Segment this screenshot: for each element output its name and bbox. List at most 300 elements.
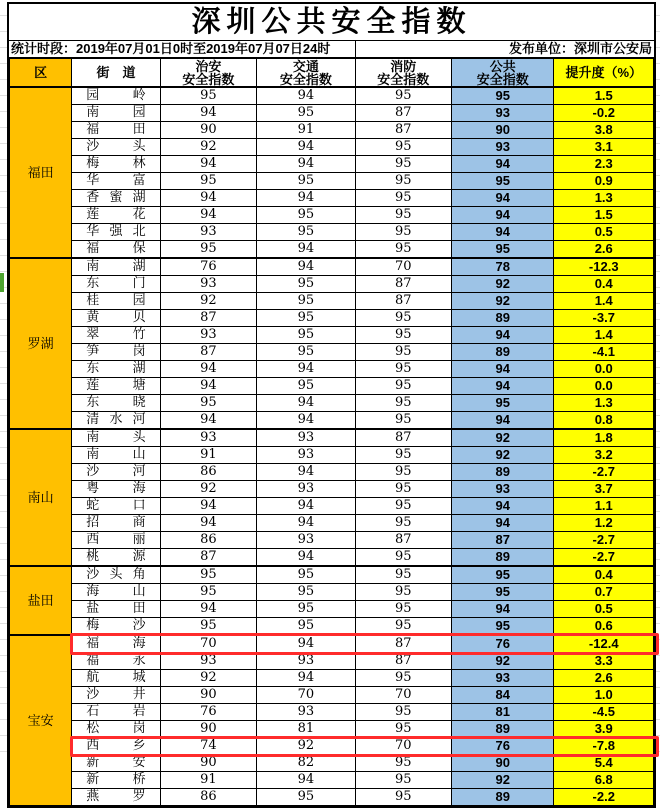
- street-name-cell: [72, 738, 160, 755]
- traffic-index-cell: 70: [257, 687, 355, 704]
- improvement-cell: -2.7: [554, 532, 654, 549]
- overall-index-cell: 95: [452, 566, 554, 584]
- street-row: [10, 687, 654, 704]
- fire-index-cell: 95: [355, 481, 451, 498]
- security-index-cell: 93: [160, 224, 256, 241]
- overall-index-cell: 94: [452, 498, 554, 515]
- security-index-cell: 93: [160, 276, 256, 293]
- improvement-cell: 0.0: [554, 361, 654, 378]
- traffic-index-cell: 95: [257, 293, 355, 310]
- improvement-cell: 5.4: [554, 755, 654, 772]
- traffic-index-cell: 94: [257, 87, 355, 105]
- street-row: [10, 224, 654, 241]
- improvement-cell: 1.8: [554, 429, 654, 447]
- street-row: [10, 378, 654, 395]
- col-header-improvement: 提升度（%）: [554, 59, 654, 88]
- traffic-index-cell: 95: [257, 105, 355, 122]
- overall-index-cell: 95: [452, 618, 554, 636]
- street-row: [10, 412, 654, 430]
- traffic-index-cell: 94: [257, 139, 355, 156]
- improvement-cell: 1.1: [554, 498, 654, 515]
- overall-index-cell: 89: [452, 789, 554, 806]
- fire-index-cell: 95: [355, 549, 451, 567]
- street-name-cell: [72, 361, 160, 378]
- street-name: 沙井: [86, 687, 146, 702]
- security-index-cell: 90: [160, 122, 256, 139]
- street-name-cell: [72, 190, 160, 207]
- street-name-cell: [72, 310, 160, 327]
- street-row: [10, 361, 654, 378]
- fire-index-cell: 95: [355, 224, 451, 241]
- street-row: [10, 464, 654, 481]
- fire-index-cell: 95: [355, 87, 451, 105]
- improvement-cell: 3.1: [554, 139, 654, 156]
- overall-index-cell: 94: [452, 515, 554, 532]
- fire-index-cell: 95: [355, 515, 451, 532]
- traffic-index-cell: 95: [257, 618, 355, 636]
- header-row: [10, 59, 654, 88]
- improvement-cell: 3.9: [554, 721, 654, 738]
- overall-index-cell: 94: [452, 412, 554, 430]
- security-index-cell: 94: [160, 207, 256, 224]
- street-name: 沙河: [86, 464, 146, 479]
- overall-index-cell: 93: [452, 139, 554, 156]
- improvement-cell: -0.2: [554, 105, 654, 122]
- improvement-cell: 2.6: [554, 241, 654, 259]
- street-name: 梅林: [86, 156, 146, 171]
- street-name: 翠竹: [86, 327, 146, 342]
- street-row: [10, 498, 654, 515]
- overall-index-cell: 92: [452, 772, 554, 789]
- overall-index-cell: 95: [452, 395, 554, 412]
- fire-index-cell: 87: [355, 429, 451, 447]
- street-name-cell: [72, 429, 160, 447]
- col-header-street: 街 道: [72, 59, 160, 88]
- street-name: 园岭: [86, 88, 146, 103]
- traffic-index-cell: 94: [257, 549, 355, 567]
- improvement-cell: 0.8: [554, 412, 654, 430]
- improvement-cell: 0.4: [554, 566, 654, 584]
- fire-index-cell: 87: [355, 635, 451, 653]
- street-name-cell: [72, 498, 160, 515]
- traffic-index-cell: 95: [257, 173, 355, 190]
- street-name-cell: [72, 276, 160, 293]
- street-name: 莲塘: [86, 378, 146, 393]
- street-name: 东门: [86, 276, 146, 291]
- street-row: [10, 105, 654, 122]
- street-name-cell: [72, 173, 160, 190]
- improvement-cell: 1.3: [554, 395, 654, 412]
- street-row: [10, 173, 654, 190]
- district-cell: 宝安: [10, 635, 72, 806]
- security-index-cell: 76: [160, 258, 256, 276]
- col-header-overall-line2: 安全指数: [476, 71, 529, 87]
- overall-index-cell: 92: [452, 429, 554, 447]
- fire-index-cell: 95: [355, 704, 451, 721]
- traffic-index-cell: 94: [257, 412, 355, 430]
- street-name-cell: [72, 327, 160, 344]
- street-name-cell: [72, 87, 160, 105]
- col-header-security-index: [160, 59, 256, 88]
- street-name: 燕罗: [86, 789, 146, 804]
- street-row: [10, 190, 654, 207]
- traffic-index-cell: 94: [257, 498, 355, 515]
- improvement-cell: -4.5: [554, 704, 654, 721]
- street-name-cell: [72, 601, 160, 618]
- street-name: 莲花: [86, 207, 146, 222]
- col-header-overall-line1: 公共: [489, 58, 516, 74]
- traffic-index-cell: 95: [257, 327, 355, 344]
- street-name: 盐田: [86, 601, 146, 616]
- fire-index-cell: 95: [355, 566, 451, 584]
- col-header-traffic-index: [257, 59, 355, 88]
- overall-index-cell: 89: [452, 310, 554, 327]
- security-index-cell: 92: [160, 139, 256, 156]
- street-name-cell: [72, 344, 160, 361]
- street-row: [10, 670, 654, 687]
- street-name: 福海: [86, 636, 146, 651]
- fire-index-cell: 95: [355, 139, 451, 156]
- street-name-cell: [72, 755, 160, 772]
- fire-index-cell: 87: [355, 276, 451, 293]
- improvement-cell: -2.2: [554, 789, 654, 806]
- traffic-index-cell: 95: [257, 224, 355, 241]
- security-index-cell: 95: [160, 395, 256, 412]
- street-name-cell: [72, 481, 160, 498]
- subtitle-bar: [9, 41, 654, 58]
- street-name-cell: [72, 412, 160, 430]
- street-name-cell: [72, 515, 160, 532]
- street-name-cell: [72, 618, 160, 636]
- security-index-cell: 95: [160, 87, 256, 105]
- fire-index-cell: 95: [355, 601, 451, 618]
- fire-index-cell: 70: [355, 687, 451, 704]
- improvement-cell: 0.6: [554, 618, 654, 636]
- street-row: [10, 395, 654, 412]
- improvement-cell: 2.3: [554, 156, 654, 173]
- security-index-cell: 94: [160, 105, 256, 122]
- traffic-index-cell: 95: [257, 310, 355, 327]
- street-name-cell: [72, 122, 160, 139]
- improvement-cell: 0.7: [554, 584, 654, 601]
- security-index-cell: 93: [160, 653, 256, 670]
- traffic-index-cell: 94: [257, 515, 355, 532]
- traffic-index-cell: 93: [257, 704, 355, 721]
- street-name: 华富: [86, 173, 146, 188]
- security-index-cell: 90: [160, 755, 256, 772]
- overall-index-cell: 92: [452, 293, 554, 310]
- security-index-cell: 87: [160, 344, 256, 361]
- overall-index-cell: 78: [452, 258, 554, 276]
- street-row: [10, 566, 654, 584]
- overall-index-cell: 89: [452, 344, 554, 361]
- traffic-index-cell: 91: [257, 122, 355, 139]
- security-index-cell: 94: [160, 190, 256, 207]
- street-name-cell: [72, 721, 160, 738]
- security-index-cell: 76: [160, 704, 256, 721]
- improvement-cell: 1.4: [554, 327, 654, 344]
- col-header-security-line2: 安全指数: [182, 71, 235, 87]
- improvement-cell: 0.5: [554, 601, 654, 618]
- green-marker: [0, 273, 4, 292]
- fire-index-cell: 95: [355, 395, 451, 412]
- security-index-cell: 95: [160, 566, 256, 584]
- fire-index-cell: 95: [355, 447, 451, 464]
- street-name: 华强北: [86, 224, 146, 239]
- fire-index-cell: 87: [355, 122, 451, 139]
- street-name: 桂园: [86, 293, 146, 308]
- street-row: [10, 344, 654, 361]
- street-name: 笋岗: [86, 344, 146, 359]
- traffic-index-cell: 82: [257, 755, 355, 772]
- street-row: [10, 429, 654, 447]
- traffic-index-cell: 95: [257, 207, 355, 224]
- street-name-cell: [72, 378, 160, 395]
- traffic-index-cell: 95: [257, 566, 355, 584]
- overall-index-cell: 93: [452, 105, 554, 122]
- traffic-index-cell: 95: [257, 276, 355, 293]
- traffic-index-cell: 93: [257, 532, 355, 549]
- improvement-cell: 1.5: [554, 87, 654, 105]
- street-name-cell: [72, 584, 160, 601]
- fire-index-cell: 87: [355, 105, 451, 122]
- improvement-cell: -3.7: [554, 310, 654, 327]
- traffic-index-cell: 93: [257, 447, 355, 464]
- fire-index-cell: 95: [355, 789, 451, 806]
- street-row: [10, 122, 654, 139]
- left-margin-gridlines: [0, 0, 7, 757]
- overall-index-cell: 92: [452, 447, 554, 464]
- improvement-cell: -12.4: [554, 635, 654, 653]
- security-index-cell: 86: [160, 789, 256, 806]
- street-name: 航城: [86, 670, 146, 685]
- fire-index-cell: 95: [355, 173, 451, 190]
- street-name: 福保: [86, 241, 146, 256]
- traffic-index-cell: 94: [257, 361, 355, 378]
- traffic-index-cell: 92: [257, 738, 355, 755]
- overall-index-cell: 93: [452, 670, 554, 687]
- traffic-index-cell: 94: [257, 395, 355, 412]
- security-index-cell: 87: [160, 310, 256, 327]
- fire-index-cell: 87: [355, 532, 451, 549]
- fire-index-cell: 95: [355, 156, 451, 173]
- fire-index-cell: 95: [355, 241, 451, 259]
- security-index-cell: 70: [160, 635, 256, 653]
- fire-index-cell: 95: [355, 772, 451, 789]
- street-row: [10, 276, 654, 293]
- security-index-cell: 94: [160, 156, 256, 173]
- security-index-cell: 94: [160, 412, 256, 430]
- security-index-cell: 93: [160, 327, 256, 344]
- improvement-cell: -4.1: [554, 344, 654, 361]
- overall-index-cell: 90: [452, 755, 554, 772]
- traffic-index-cell: 81: [257, 721, 355, 738]
- security-index-cell: 87: [160, 549, 256, 567]
- street-name: 南头: [86, 430, 146, 445]
- security-index-cell: 86: [160, 464, 256, 481]
- page-title: 深圳公共安全指数: [9, 4, 654, 41]
- street-row: [10, 549, 654, 567]
- fire-index-cell: 95: [355, 361, 451, 378]
- street-row: [10, 139, 654, 156]
- traffic-index-cell: 95: [257, 584, 355, 601]
- security-index-cell: 94: [160, 361, 256, 378]
- street-row: [10, 789, 654, 806]
- security-index-cell: 95: [160, 173, 256, 190]
- col-header-fire-index: [355, 59, 451, 88]
- street-row: [10, 755, 654, 772]
- traffic-index-cell: 95: [257, 378, 355, 395]
- overall-index-cell: 92: [452, 653, 554, 670]
- street-row: [10, 156, 654, 173]
- fire-index-cell: 95: [355, 498, 451, 515]
- street-name-cell: [72, 704, 160, 721]
- traffic-index-cell: 94: [257, 241, 355, 259]
- street-name-cell: [72, 653, 160, 670]
- street-row: [10, 584, 654, 601]
- street-name-cell: [72, 293, 160, 310]
- street-name-cell: [72, 772, 160, 789]
- improvement-cell: 3.3: [554, 653, 654, 670]
- improvement-cell: 3.2: [554, 447, 654, 464]
- traffic-index-cell: 94: [257, 670, 355, 687]
- col-header-traffic-line1: 交通: [292, 58, 319, 74]
- security-index-cell: 90: [160, 687, 256, 704]
- street-name-cell: [72, 789, 160, 806]
- street-name: 粤海: [86, 481, 146, 496]
- overall-index-cell: 89: [452, 464, 554, 481]
- overall-index-cell: 89: [452, 721, 554, 738]
- col-header-fire-line1: 消防: [390, 58, 417, 74]
- street-row: [10, 447, 654, 464]
- street-name: 东湖: [86, 361, 146, 376]
- district-cell: 福田: [10, 87, 72, 258]
- street-name: 新桥: [86, 772, 146, 787]
- district-cell: 南山: [10, 429, 72, 566]
- fire-index-cell: 87: [355, 293, 451, 310]
- street-name-cell: [72, 258, 160, 276]
- traffic-index-cell: 94: [257, 635, 355, 653]
- street-row: [10, 327, 654, 344]
- overall-index-cell: 87: [452, 532, 554, 549]
- security-index-cell: 91: [160, 447, 256, 464]
- street-row: [10, 241, 654, 259]
- district-cell: 罗湖: [10, 258, 72, 429]
- fire-index-cell: 95: [355, 755, 451, 772]
- traffic-index-cell: 94: [257, 464, 355, 481]
- street-row: [10, 532, 654, 549]
- street-name-cell: [72, 635, 160, 653]
- street-row: [10, 258, 654, 276]
- traffic-index-cell: 93: [257, 653, 355, 670]
- fire-index-cell: 87: [355, 653, 451, 670]
- street-name-cell: [72, 105, 160, 122]
- improvement-cell: 1.2: [554, 515, 654, 532]
- street-name: 福田: [86, 122, 146, 137]
- overall-index-cell: 92: [452, 276, 554, 293]
- street-name: 南山: [86, 447, 146, 462]
- overall-index-cell: 84: [452, 687, 554, 704]
- safety-index-table: [9, 58, 654, 806]
- street-name: 沙头: [86, 139, 146, 154]
- fire-index-cell: 95: [355, 378, 451, 395]
- table-body: [10, 87, 654, 806]
- fire-index-cell: 95: [355, 344, 451, 361]
- street-row: [10, 515, 654, 532]
- overall-index-cell: 90: [452, 122, 554, 139]
- fire-index-cell: 70: [355, 738, 451, 755]
- improvement-cell: 0.5: [554, 224, 654, 241]
- fire-index-cell: 95: [355, 327, 451, 344]
- street-name: 东晓: [86, 395, 146, 410]
- street-row: [10, 772, 654, 789]
- street-name-cell: [72, 566, 160, 584]
- overall-index-cell: 93: [452, 481, 554, 498]
- street-name-cell: [72, 156, 160, 173]
- improvement-cell: 0.0: [554, 378, 654, 395]
- street-name-cell: [72, 532, 160, 549]
- street-row: [10, 653, 654, 670]
- street-name: 西乡: [86, 738, 146, 753]
- col-header-overall-index: [452, 59, 554, 88]
- street-name-cell: [72, 241, 160, 259]
- street-name: 南湖: [86, 259, 146, 274]
- security-index-cell: 74: [160, 738, 256, 755]
- fire-index-cell: 70: [355, 258, 451, 276]
- street-row: [10, 601, 654, 618]
- overall-index-cell: 76: [452, 738, 554, 755]
- street-name: 梅沙: [86, 618, 146, 633]
- street-row: [10, 310, 654, 327]
- overall-index-cell: 94: [452, 156, 554, 173]
- traffic-index-cell: 94: [257, 190, 355, 207]
- overall-index-cell: 76: [452, 635, 554, 653]
- security-index-cell: 94: [160, 515, 256, 532]
- street-name-cell: [72, 549, 160, 567]
- street-name-cell: [72, 687, 160, 704]
- street-name: 黄贝: [86, 310, 146, 325]
- col-header-traffic-line2: 安全指数: [279, 71, 332, 87]
- street-name: 香蜜湖: [86, 190, 146, 205]
- improvement-cell: -12.3: [554, 258, 654, 276]
- street-row: [10, 738, 654, 755]
- street-row: [10, 721, 654, 738]
- improvement-cell: -7.8: [554, 738, 654, 755]
- street-row: [10, 618, 654, 636]
- overall-index-cell: 94: [452, 361, 554, 378]
- improvement-cell: -2.7: [554, 549, 654, 567]
- street-name: 海山: [86, 584, 146, 599]
- street-name: 招商: [86, 515, 146, 530]
- district-cell: 盐田: [10, 566, 72, 635]
- improvement-cell: 2.6: [554, 670, 654, 687]
- stat-period-label: 统计时段：2019年07月01日0时至2019年07月07日24时: [9, 41, 356, 57]
- street-row: [10, 207, 654, 224]
- street-row: [10, 481, 654, 498]
- security-index-cell: 92: [160, 293, 256, 310]
- street-name: 南园: [86, 105, 146, 120]
- street-name-cell: [72, 447, 160, 464]
- street-name-cell: [72, 224, 160, 241]
- overall-index-cell: 95: [452, 241, 554, 259]
- fire-index-cell: 95: [355, 670, 451, 687]
- security-index-cell: 90: [160, 721, 256, 738]
- overall-index-cell: 94: [452, 327, 554, 344]
- overall-index-cell: 81: [452, 704, 554, 721]
- traffic-index-cell: 94: [257, 156, 355, 173]
- security-index-cell: 92: [160, 481, 256, 498]
- improvement-cell: 1.5: [554, 207, 654, 224]
